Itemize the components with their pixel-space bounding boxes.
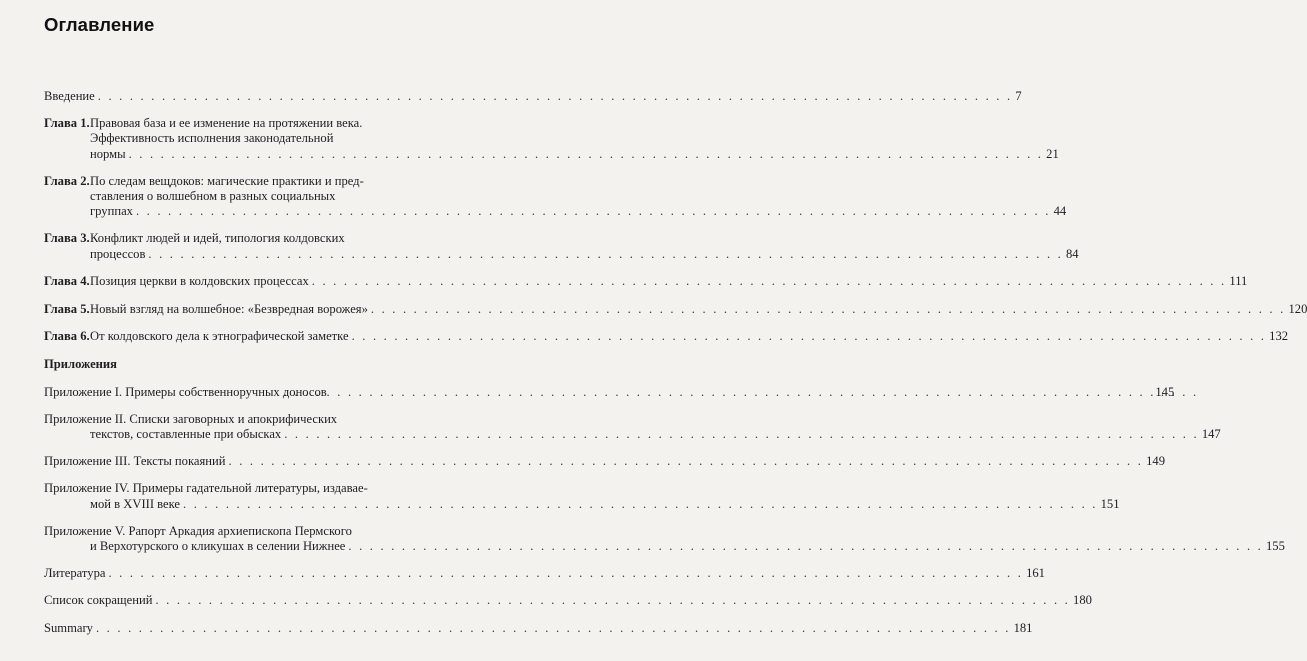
toc-entry-summary — [44, 620, 1033, 636]
toc-entry-appendix-5 — [44, 523, 1285, 554]
toc-entry-abbreviations — [44, 593, 1092, 608]
toc-page-number: 181 — [1013, 620, 1033, 635]
toc-entry-chapter-4 — [44, 273, 1248, 289]
toc-entry-appendix-1: Приложение I. Примеры собственноручных доносов . . . 145 — [44, 385, 413, 400]
toc-entry-appendix-4 — [44, 481, 1120, 511]
toc-entry-appendix-3 — [44, 454, 1165, 469]
toc-entry-line: процессов — [90, 246, 146, 261]
leader-dots — [155, 593, 1070, 608]
leader-dots — [348, 539, 1263, 554]
toc-entry-line: ставления о волшебном в разных социальных — [90, 189, 336, 204]
section-heading-appendices: Приложения — [44, 357, 117, 372]
chapter-label: Глава 4. — [44, 273, 90, 288]
toc-page-number: 21 — [1046, 146, 1059, 161]
chapter-label: Глава 6. — [44, 329, 90, 344]
leader-dots — [108, 566, 1023, 581]
toc-page-number: 149 — [1146, 454, 1165, 469]
chapter-label: Глава 2. — [44, 173, 90, 188]
toc-entry-line: Приложение IV. Примеры гадательной литературы, издавае- — [44, 481, 368, 496]
toc-entry-line: Правовая база и ее изменение на протяжении века. — [90, 116, 363, 131]
toc-entry-chapter-6 — [44, 329, 1289, 344]
toc-page-number: 161 — [1026, 566, 1045, 581]
chapter-label: Глава 3. — [44, 231, 90, 246]
toc-entry-line: и Верхотурского о кликушах в селении Нижнее — [90, 539, 346, 554]
toc-entry-line: Приложение V. Рапорт Аркадия архиепископа Пермского — [44, 523, 352, 538]
toc-page-number: 111 — [1229, 273, 1248, 288]
leader-dots — [98, 89, 1013, 104]
toc-entry-line: мой в XVIII веке — [90, 496, 181, 511]
toc-entry-line: Приложение III. Тексты покаяний — [44, 454, 226, 469]
leader-dots — [312, 274, 1227, 289]
leader-dots — [183, 497, 1098, 512]
toc-entry-line: Конфликт людей и идей, типология колдовских — [90, 231, 345, 246]
leader-dots — [96, 621, 1011, 636]
toc-entry-line: По следам вещдоков: магические практики и пред- — [90, 173, 364, 188]
leader-dots — [371, 302, 1286, 317]
toc-entry-line: От колдовского дела к этнографической заметке — [90, 329, 349, 344]
toc-entry-line: Приложение II. Списки заговорных и апокрифических — [44, 411, 338, 426]
toc-entry-title: Введение — [44, 89, 95, 103]
toc-entry-line: Новый взгляд на волшебное: «Безвредная ворожея» — [90, 302, 368, 317]
table-of-contents — [44, 89, 1307, 636]
toc-page-number: 151 — [1100, 496, 1120, 511]
toc-page-number: 155 — [1266, 539, 1285, 554]
leader-dots — [129, 147, 1044, 162]
leader-dots — [148, 247, 1063, 262]
toc-entry-chapter-3 — [44, 231, 1079, 261]
toc-entry-chapter-1 — [44, 116, 1059, 162]
toc-page-number: 132 — [1269, 329, 1289, 344]
toc-page-number: 180 — [1073, 593, 1092, 608]
leader-dots — [352, 329, 1267, 344]
toc-entry-chapter-2 — [44, 173, 1067, 220]
toc-entry-line: текстов, составленные при обысках — [90, 427, 282, 442]
toc-entry-line: группах — [90, 204, 133, 219]
leader-dots — [330, 385, 1199, 400]
toc-entry-bibliography — [44, 566, 1045, 581]
chapter-label: Глава 1. — [44, 116, 90, 131]
toc-entry-line: Эффективность исполнения законодательной — [90, 131, 334, 146]
toc-entry-title: Summary — [44, 620, 93, 635]
toc-entry-chapter-5 — [44, 302, 1307, 317]
toc-page-number: 120 — [1288, 302, 1307, 317]
toc-page-number: 44 — [1053, 204, 1067, 219]
leader-dots — [229, 454, 1144, 469]
toc-entry-title: Литература — [44, 566, 106, 581]
leader-dots — [136, 204, 1051, 219]
toc-entry-line: Позиция церкви в колдовских процессах — [90, 273, 309, 288]
toc-entry-title: Список сокращений — [44, 593, 153, 608]
toc-page-number: 84 — [1066, 246, 1079, 261]
leader-dots — [284, 427, 1199, 442]
toc-entry-intro — [44, 89, 1022, 104]
chapter-label: Глава 5. — [44, 302, 90, 317]
page-title: Оглавление — [44, 14, 155, 35]
toc-page-number: 7 — [1015, 89, 1022, 103]
toc-entry-line: Приложение I. Примеры собственноручных доносов — [44, 384, 327, 399]
toc-page-number: 147 — [1201, 427, 1221, 442]
toc-entry-appendix-2 — [44, 411, 1221, 442]
toc-entry-line: нормы — [90, 146, 126, 161]
